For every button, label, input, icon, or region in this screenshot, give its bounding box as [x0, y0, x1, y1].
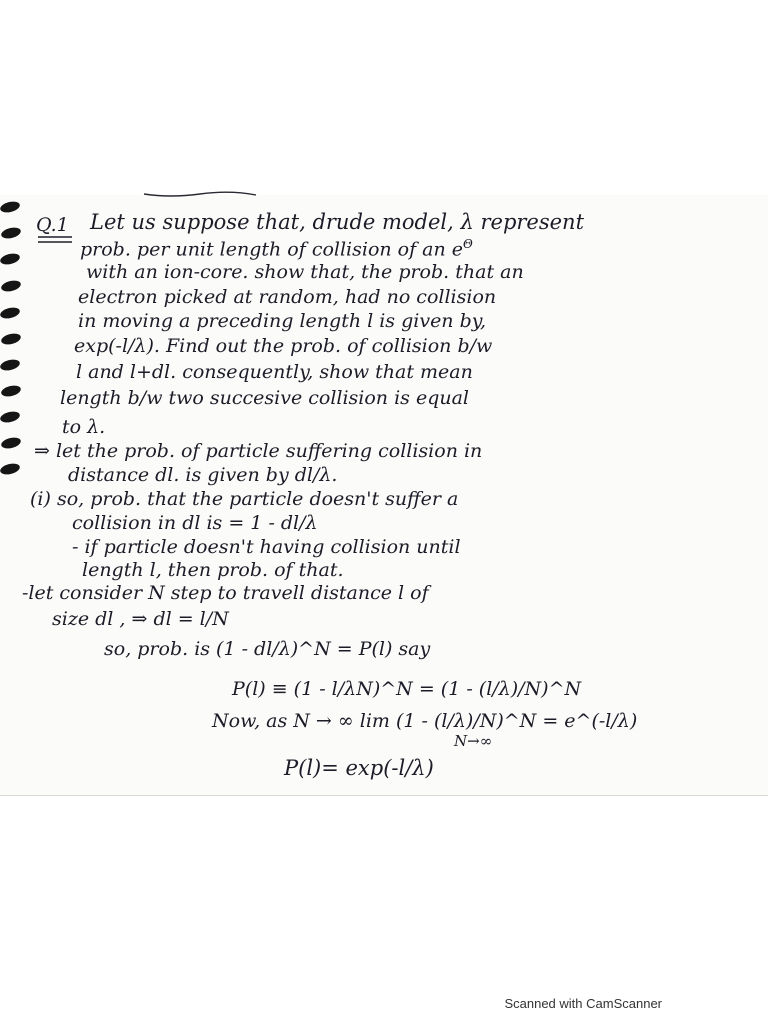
note-line-2: prob. per unit length of collision of an $e^\Theta$ [80, 237, 473, 261]
question-label: Q.1 [36, 214, 69, 236]
note-line-12: (i) so, prob. that the particle doesn't suffer a [30, 488, 459, 510]
note-line-15: length l, then prob. of that. [82, 559, 344, 581]
note-line-1: Let us suppose that, drude model, λ represent [90, 210, 585, 234]
note-line-14: - if particle doesn't having collision until [72, 536, 461, 558]
note-line-16: -let consider N step to travell distance l of [22, 582, 429, 604]
scanner-watermark: Scanned with CamScanner [504, 996, 662, 1011]
note-line-5: in moving a preceding length l is given by, [78, 310, 486, 332]
limit-subscript: N→∞ [454, 732, 493, 750]
equation-limit: Now, as N → ∞ lim (1 - (l/λ)/N)^N = e^(-l/λ) [212, 710, 638, 732]
scribble-mark [140, 186, 260, 200]
note-line-10: ⇒ let the prob. of particle suffering collision in [34, 440, 483, 462]
equation-result: P(l)= exp(-l/λ) [284, 756, 434, 780]
spiral-binding [0, 196, 22, 486]
note-line-4: electron picked at random, had no collision [78, 286, 497, 308]
equation-prob: so, prob. is (1 - dl/λ)^N = P(l) say [104, 638, 431, 660]
note-line-7: l and l+dl. consequently, show that mean [76, 361, 473, 383]
question-underline [36, 234, 76, 246]
note-line-9: to λ. [62, 416, 106, 438]
note-line-6: exp(-l/λ). Find out the prob. of collision b/w [74, 335, 493, 357]
note-line-13: collision in dl is = 1 - dl/λ [72, 512, 318, 534]
equation-pl: P(l) ≡ (1 - l/λN)^N = (1 - (l/λ)/N)^N [232, 678, 582, 700]
note-line-8: length b/w two succesive collision is equal [60, 387, 470, 409]
note-line-3: with an ion-core. show that, the prob. that an [86, 261, 524, 283]
note-line-17: size dl , ⇒ dl = l/N [52, 608, 229, 630]
note-line-11: distance dl. is given by dl/λ. [68, 464, 338, 486]
